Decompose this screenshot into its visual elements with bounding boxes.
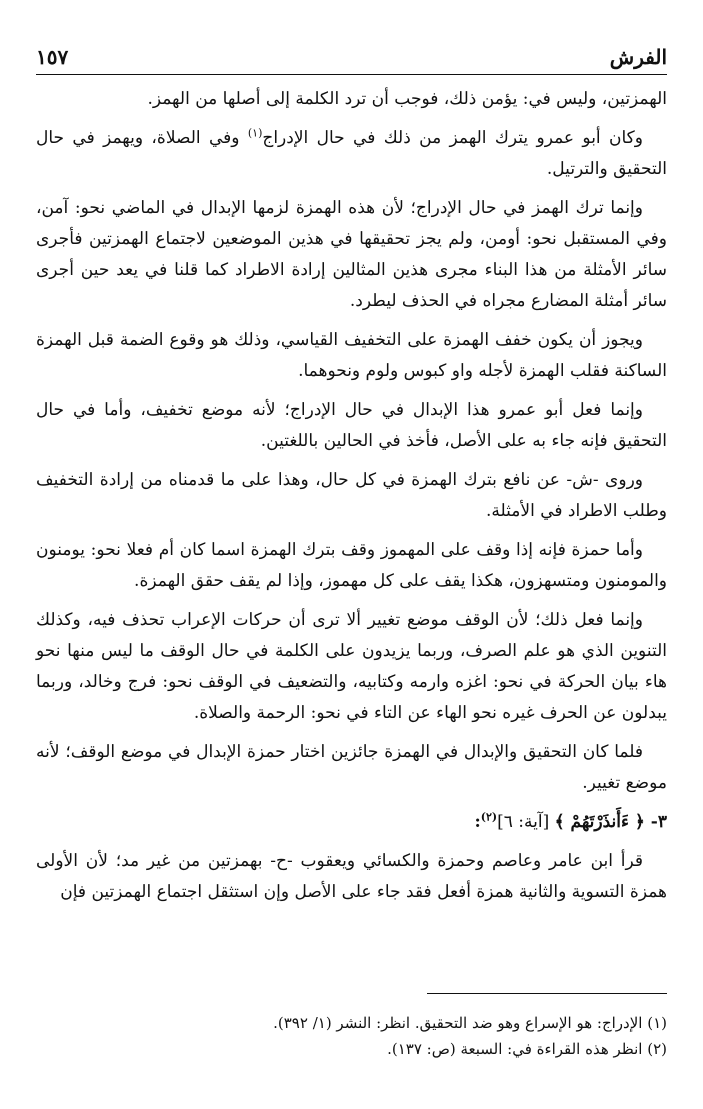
footnote-2: (٢) انظر هذه القراءة في: السبعة (ص: ١٣٧). [387, 1040, 667, 1058]
section-heading [36, 807, 667, 838]
chapter-title: الفرش [609, 45, 667, 69]
paragraph-2-text-b: وفي الصلاة، ويهمز في حال التحقيق والترتيل. [36, 128, 667, 179]
main-text [36, 84, 667, 916]
paragraph-4: ويجوز أن يكون خفف الهمزة على التخفيف القياسي، وذلك هو وقوع الضمة قبل الهمزة الساكنة فقلب الهمزة لأجله واو كبوس ولوم ونحوهما. [36, 330, 667, 381]
page-number: ١٥٧ [36, 45, 69, 69]
paragraph-10: قرأ ابن عامر وعاصم وحمزة والكسائي ويعقوب -ح- بهمزتين من غير مد؛ لأن الأولى همزة التسوية والثانية همزة أفعل فقد جاء على الأصل وإن استثقل اجتماع الهمزتين فإن [36, 851, 667, 902]
heading-verse-ref: [آية: ٦] [497, 812, 555, 832]
paragraph-8: وإنما فعل ذلك؛ لأن الوقف موضع تغيير ألا ترى أن حركات الإعراب تحذف فيه، وكذلك التنوين الذي هو علم الصرف، وربما يزيدون على الكلمة في حال الوقف ما ليس منها نحو هاء بيان الحركة في نحو: اغزه وارمه وكتابيه، والتضعيف في الوقف نحو: فرج وخالد، وربما يبدلون عن الحرف غيره نحو الهاء عن التاء في نحو: الرحمة والصلاة. [36, 610, 667, 723]
footnote-1: (١) الإدراج: هو الإسراع وهو ضد التحقيق. انظر: النشر (١/ ٣٩٢). [273, 1014, 667, 1032]
heading-colon: : [474, 812, 481, 832]
heading-number: ٣- [650, 812, 667, 832]
paragraph-1: الهمزتين، وليس في: يؤمن ذلك، فوجب أن ترد الكلمة إلى أصلها من الهمز. [147, 89, 667, 109]
footnotes [36, 1010, 667, 1062]
paragraph-2-text-a: وكان أبو عمرو يترك الهمز من ذلك في حال الإدراج [262, 128, 643, 148]
footnote-separator [427, 993, 667, 994]
paragraph-2 [36, 123, 667, 185]
heading-verse: ﴿ ءَأَنذَرْتَهُمْ ﴾ [554, 812, 645, 832]
paragraph-9: فلما كان التحقيق والإبدال في الهمزة جائزين اختار حمزة الإبدال في موضع الوقف؛ لأنه موضع تغيير. [36, 742, 667, 793]
paragraph-3: وإنما ترك الهمز في حال الإدراج؛ لأن هذه الهمزة لزمها الإبدال في الماضي نحو: آمن، وفي المستقبل نحو: أومن، ولم يجز تحقيقها في هذين الموضعين لاجتماع الهمزتين فأجرى سائر الأمثلة من هذا البناء مجرى هذين المثالين إرادة الاطراد كما قلنا في يعد حين أجرى سائر أمثلة المضارع مجراه في الحذف ليطرد. [36, 198, 667, 311]
paragraph-5: وإنما فعل أبو عمرو هذا الإبدال في حال الإدراج؛ لأنه موضع تخفيف، وأما في حال التحقيق فإنه جاء به على الأصل، فأخذ في الحالين باللغتين. [36, 400, 667, 451]
paragraph-7: وأما حمزة فإنه إذا وقف على المهموز وقف بترك الهمزة اسما كان أم فعلا نحو: يومنون والمومنون ومتسهزون، هكذا يقف على كل مهموز، وإذا لم يقف حقق الهمزة. [36, 540, 667, 591]
running-header [36, 44, 667, 75]
paragraph-6: وروى -ش- عن نافع بترك الهمزة في كل حال، وهذا على ما قدمناه من إرادة التخفيف وطلب الاطراد في الأمثلة. [36, 470, 667, 521]
footnote-ref-2[interactable]: (٢) [480, 810, 498, 824]
footnote-ref-1[interactable]: (١) [247, 126, 263, 140]
